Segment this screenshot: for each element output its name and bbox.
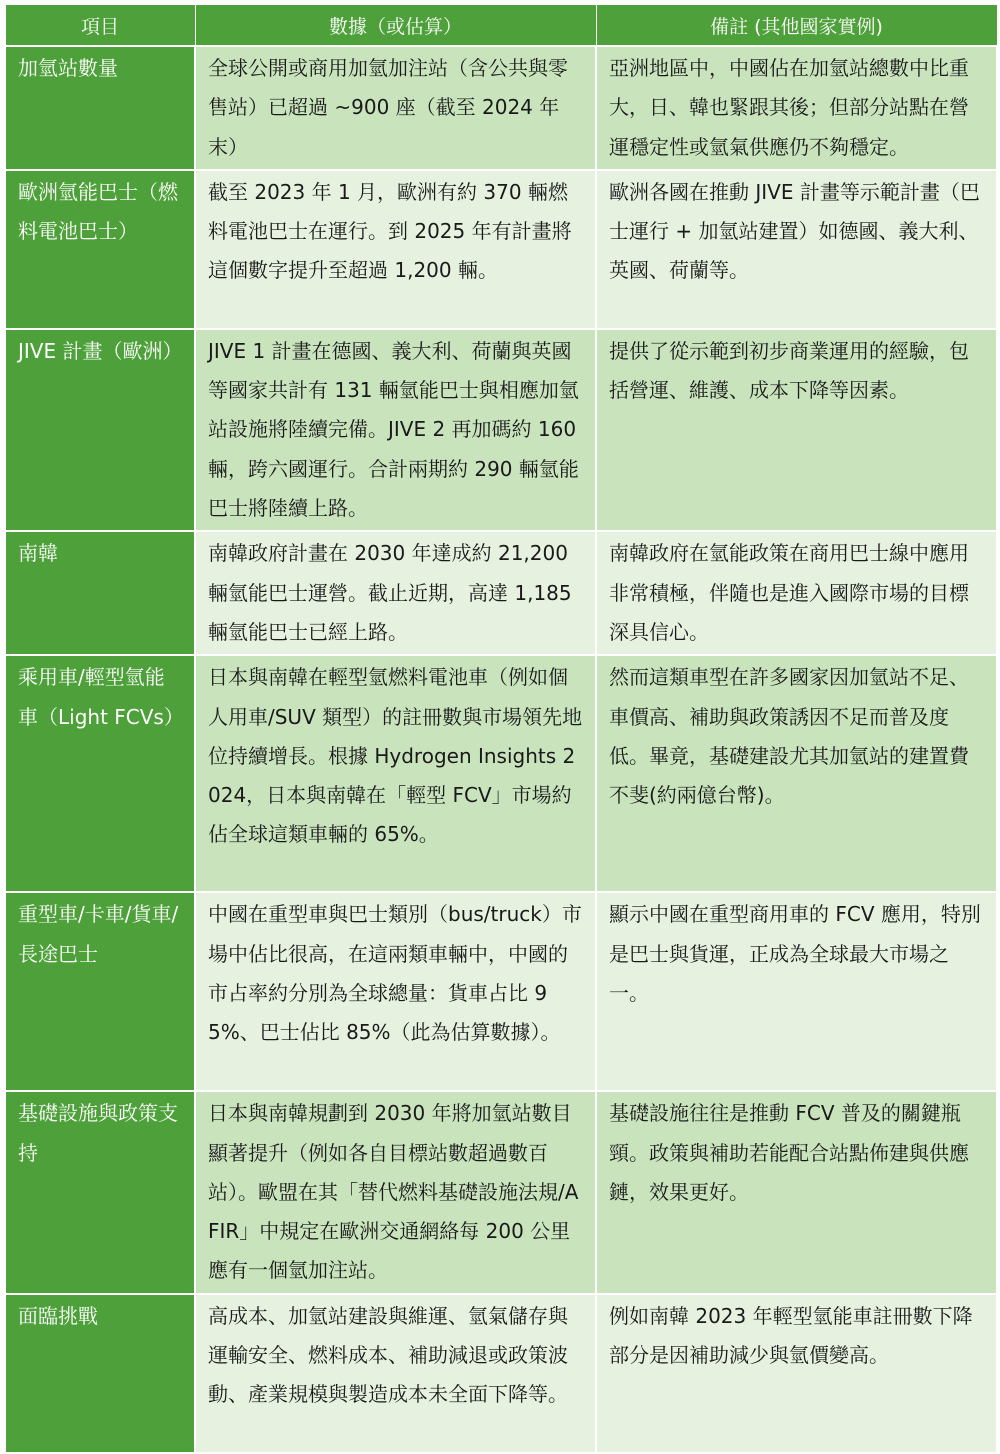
row-item: 加氫站數量 [5, 46, 195, 170]
row-note: 基礎設施往往是推動 FCV 普及的關鍵瓶頸。政策與補助若能配合站點佈建與供應鏈，效果更好。 [596, 1091, 997, 1293]
row-item: 面臨挑戰 [5, 1294, 195, 1453]
row-note: 南韓政府在氫能政策在商用巴士線中應用非常積極，伴隨也是進入國際市場的目標深具信心。 [596, 531, 997, 655]
row-item: 南韓 [5, 531, 195, 655]
table-row [5, 46, 997, 170]
row-item: 基礎設施與政策支持 [5, 1091, 195, 1293]
table-row [5, 329, 997, 531]
header-data: 數據（或估算） [195, 5, 596, 47]
row-item: JIVE 計畫（歐洲） [5, 329, 195, 531]
row-data: JIVE 1 計畫在德國、義大利、荷蘭與英國等國家共計有 131 輛氫能巴士與相應加氫站設施將陸續完備。JIVE 2 再加碼約 160 輛，跨六國運行。合計兩期約 290 輛氫能巴士將陸續上路。 [195, 329, 596, 531]
row-data: 中國在重型車與巴士類別（bus/truck）市場中佔比很高，在這兩類車輛中，中國的市占率約分別為全球總量：貨車占比 95%、巴士佔比 85%（此為估算數據）。 [195, 892, 596, 1091]
row-note: 然而這類車型在許多國家因加氫站不足、車價高、補助與政策誘因不足而普及度低。畢竟，基礎建設尤其加氫站的建置費不斐(約兩億台幣)。 [596, 655, 997, 892]
table-row [5, 892, 997, 1091]
hydrogen-vehicle-table [4, 4, 998, 1454]
row-data: 日本與南韓規劃到 2030 年將加氫站數目顯著提升（例如各自目標站數超過數百站）。歐盟在其「替代燃料基礎設施法規/AFIR」中規定在歐洲交通網絡每 200 公里應有一個氫加注站。 [195, 1091, 596, 1293]
table-row [5, 170, 997, 329]
row-note: 歐洲各國在推動 JIVE 計畫等示範計畫（巴士運行 + 加氫站建置）如德國、義大利、英國、荷蘭等。 [596, 170, 997, 329]
row-item: 重型車/卡車/貨車/長途巴士 [5, 892, 195, 1091]
row-item: 歐洲氫能巴士（燃料電池巴士） [5, 170, 195, 329]
row-item: 乘用車/輕型氫能車（Light FCVs） [5, 655, 195, 892]
table-header-row [5, 5, 997, 47]
row-data: 日本與南韓在輕型氫燃料電池車（例如個人用車/SUV 類型）的註冊數與市場領先地位持續增長。根據 Hydrogen Insights 2024，日本與南韓在「輕型 FCV」市場約佔全球這類車輛的 65%。 [195, 655, 596, 892]
table-row [5, 1294, 997, 1453]
row-note: 亞洲地區中，中國佔在加氫站總數中比重大，日、韓也緊跟其後；但部分站點在營運穩定性或氫氣供應仍不夠穩定。 [596, 46, 997, 170]
table-row [5, 1091, 997, 1293]
row-note: 例如南韓 2023 年輕型氫能車註冊數下降部分是因補助減少與氫價變高。 [596, 1294, 997, 1453]
row-data: 截至 2023 年 1 月，歐洲有約 370 輛燃料電池巴士在運行。到 2025 年有計畫將這個數字提升至超過 1,200 輛。 [195, 170, 596, 329]
row-data: 南韓政府計畫在 2030 年達成約 21,200 輛氫能巴士運營。截止近期，高達 1,185 輛氫能巴士已經上路。 [195, 531, 596, 655]
table-row [5, 655, 997, 892]
header-note: 備註 (其他國家實例) [596, 5, 997, 47]
header-item: 項目 [5, 5, 195, 47]
table-row [5, 531, 997, 655]
row-data: 高成本、加氫站建設與維運、氫氣儲存與運輸安全、燃料成本、補助減退或政策波動、產業規模與製造成本未全面下降等。 [195, 1294, 596, 1453]
row-note: 提供了從示範到初步商業運用的經驗，包括營運、維護、成本下降等因素。 [596, 329, 997, 531]
row-note: 顯示中國在重型商用車的 FCV 應用，特別是巴士與貨運，正成為全球最大市場之一。 [596, 892, 997, 1091]
comparison-table-page [4, 4, 996, 1437]
row-data: 全球公開或商用加氫加注站（含公共與零售站）已超過 ~900 座（截至 2024 年末） [195, 46, 596, 170]
